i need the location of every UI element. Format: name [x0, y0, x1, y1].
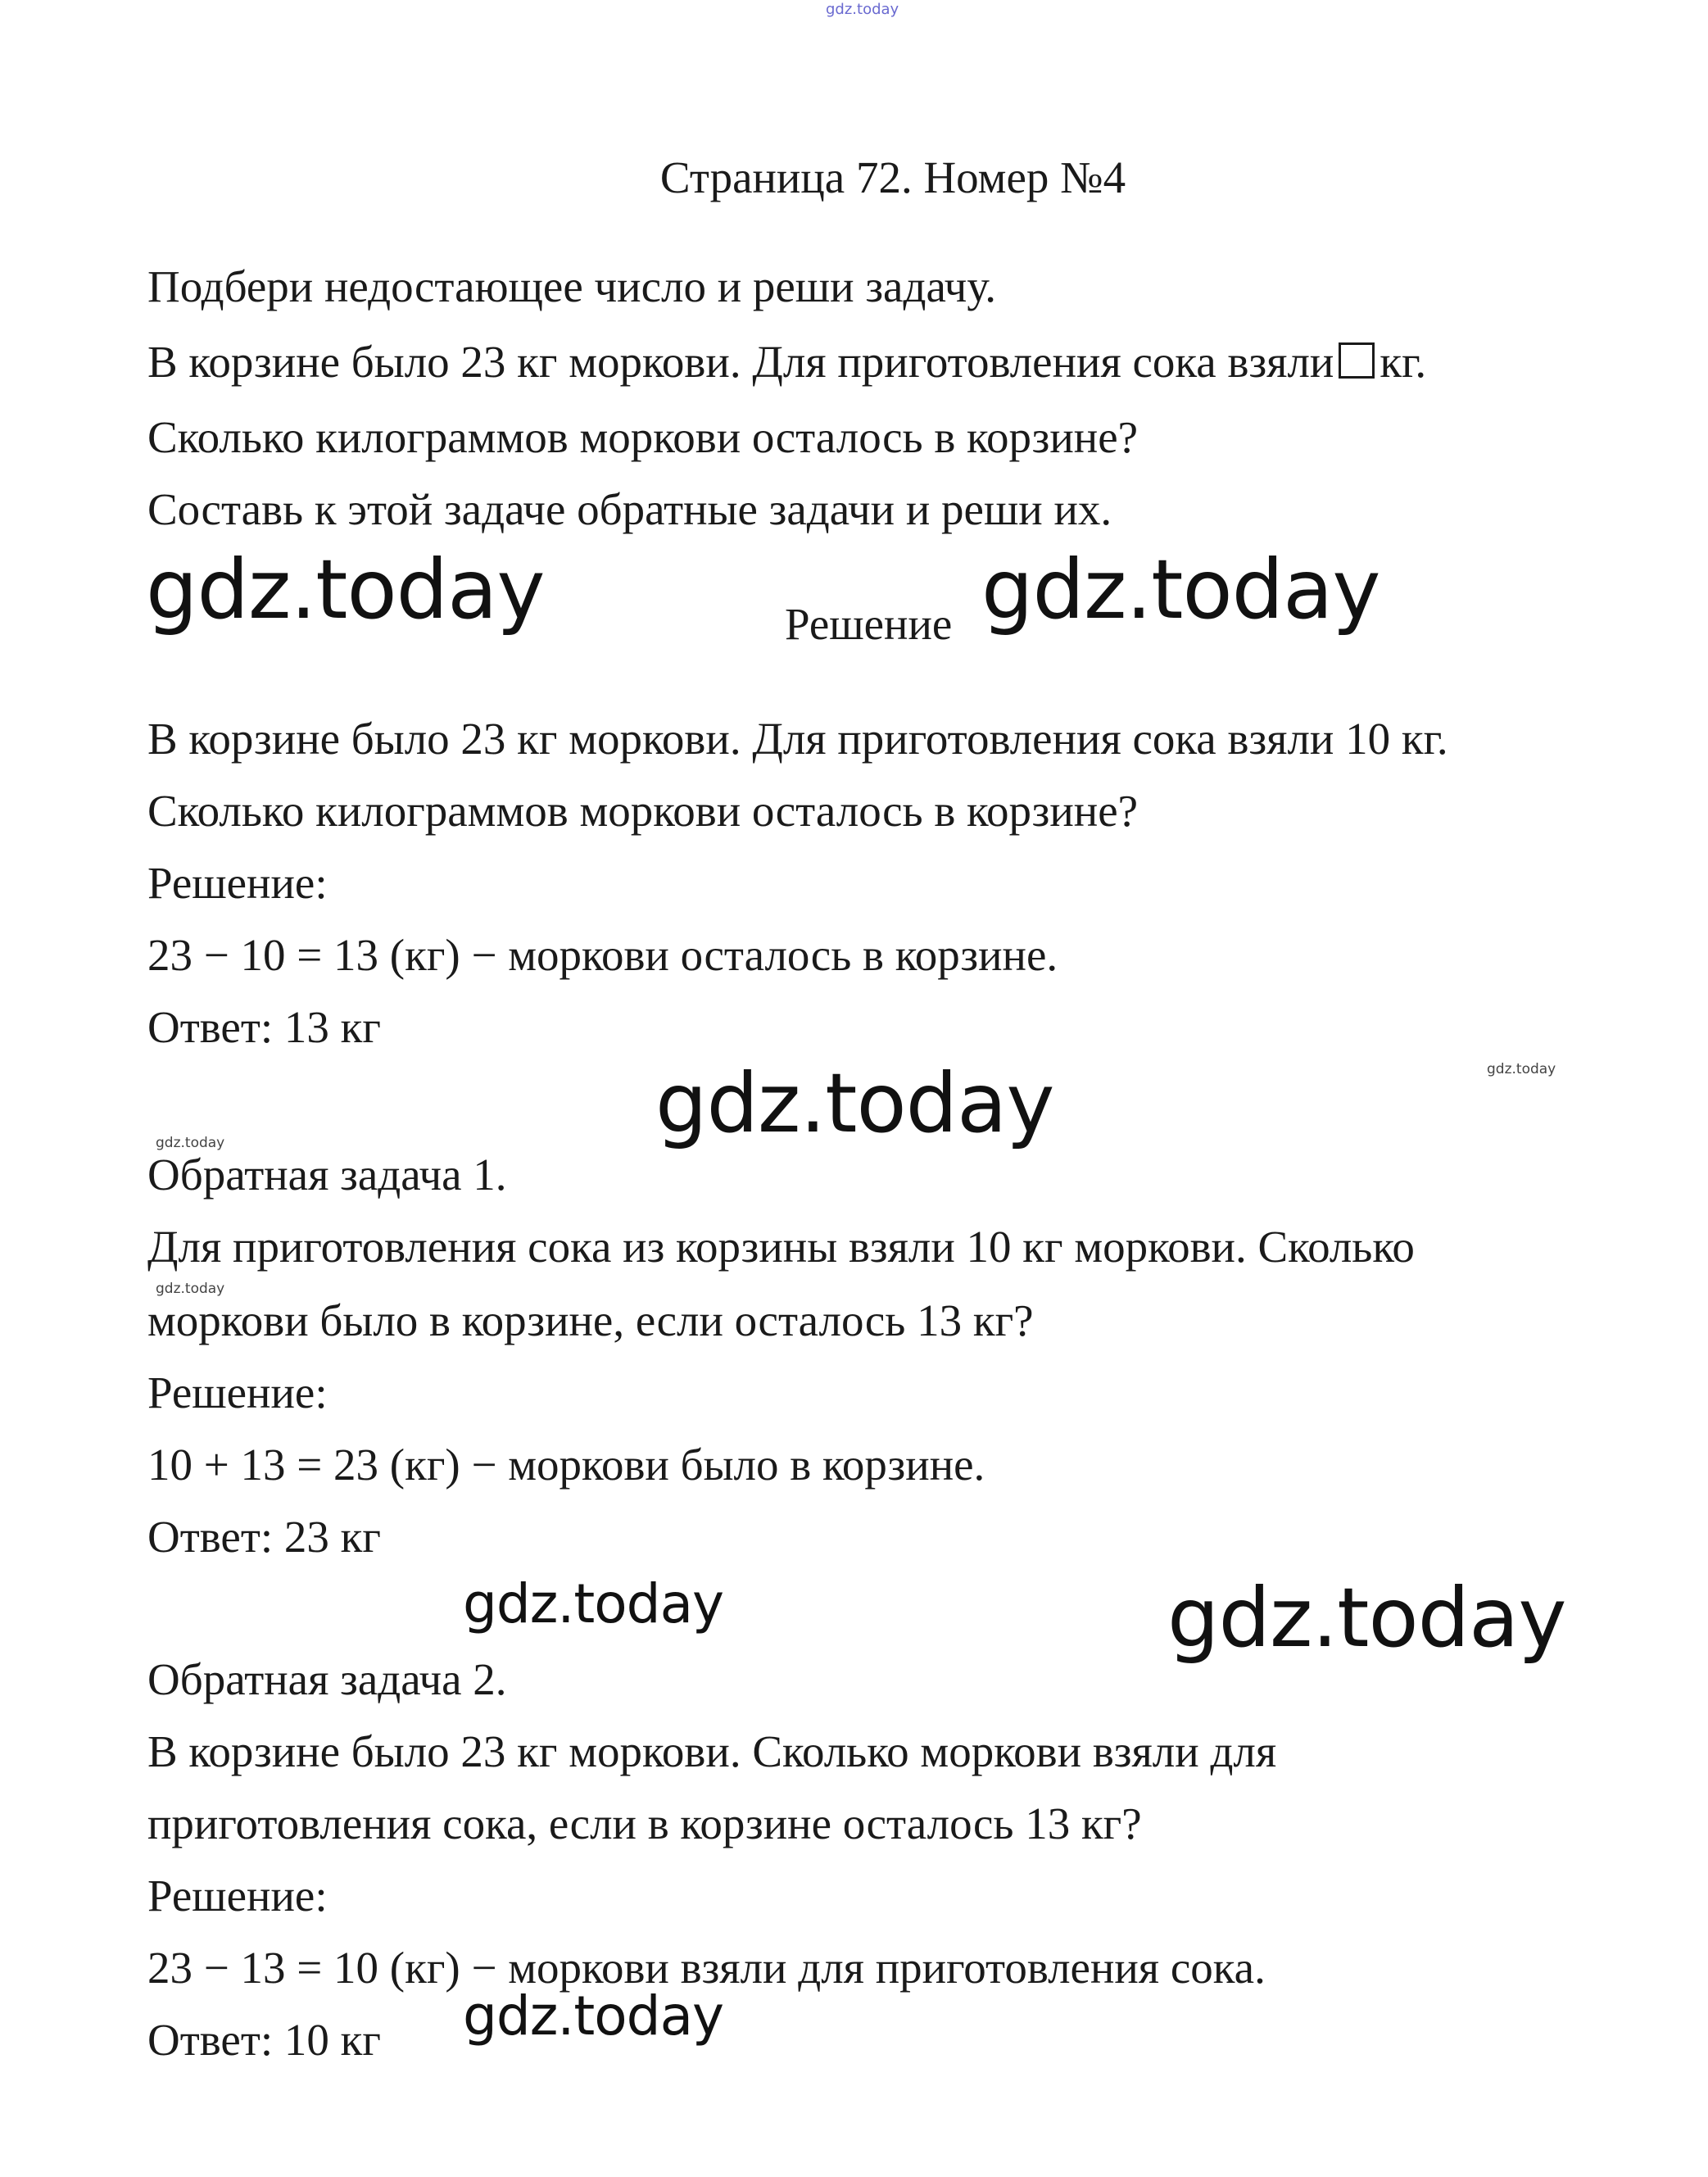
inverse2-answer: Ответ: 10 кг	[147, 2015, 381, 2065]
inverse1-answer: Ответ: 23 кг	[147, 1512, 381, 1562]
inverse1-equation: 10 + 13 = 23 (кг) − моркови было в корзине.	[147, 1440, 985, 1490]
task-line-4: Составь к этой задаче обратные задачи и реши их.	[147, 484, 1112, 534]
task-line-3: Сколько килограммов моркови осталось в корзине?	[147, 412, 1139, 462]
watermark-logo: gdz.today	[463, 1984, 724, 2048]
inverse2-line-1: В корзине было 23 кг моркови. Сколько моркови взяли для	[147, 1726, 1277, 1776]
inverse2-title: Обратная задача 2.	[147, 1654, 507, 1704]
inverse1-line-1: Для приготовления сока из корзины взяли 10 кг моркови. Сколько	[147, 1222, 1415, 1272]
watermark-small: gdz.today	[156, 1281, 225, 1297]
task-line-2	[147, 336, 1426, 388]
inverse1-line-2: моркови было в корзине, если осталось 13 кг?	[147, 1295, 1034, 1345]
task-line-1: Подбери недостающее число и реши задачу.	[147, 261, 997, 311]
inverse1-solution-label: Решение:	[147, 1367, 328, 1417]
watermark-logo: gdz.today	[981, 542, 1380, 637]
direct-solution-label: Решение:	[147, 858, 328, 908]
watermark-small: gdz.today	[1487, 1061, 1556, 1077]
page-title: Страница 72. Номер №4	[659, 152, 1126, 202]
inverse2-solution-label: Решение:	[147, 1871, 328, 1921]
inverse1-title: Обратная задача 1.	[147, 1150, 507, 1200]
task-line-2-start: В корзине было 23 кг моркови. Для приготовления сока взяли	[147, 337, 1334, 387]
task-line-2-end: кг.	[1380, 337, 1427, 387]
watermark-logo: gdz.today	[463, 1572, 724, 1635]
inverse2-equation: 23 − 13 = 10 (кг) − моркови взяли для приготовления сока.	[147, 1943, 1266, 1993]
watermark-logo: gdz.today	[655, 1055, 1054, 1151]
watermark-top: gdz.today	[826, 1, 899, 18]
solution-heading: Решение	[785, 599, 953, 649]
direct-line-2: Сколько килограммов моркови осталось в корзине?	[147, 786, 1139, 836]
direct-answer: Ответ: 13 кг	[147, 1002, 381, 1052]
watermark-small: gdz.today	[156, 1135, 225, 1151]
watermark-logo: gdz.today	[146, 542, 545, 637]
watermark-logo: gdz.today	[1167, 1570, 1566, 1666]
direct-equation: 23 − 10 = 13 (кг) − моркови осталось в корзине.	[147, 930, 1058, 980]
inverse2-line-2: приготовления сока, если в корзине осталось 13 кг?	[147, 1798, 1142, 1848]
empty-box-icon	[1339, 342, 1375, 379]
direct-line-1: В корзине было 23 кг моркови. Для приготовления сока взяли 10 кг.	[147, 714, 1448, 764]
